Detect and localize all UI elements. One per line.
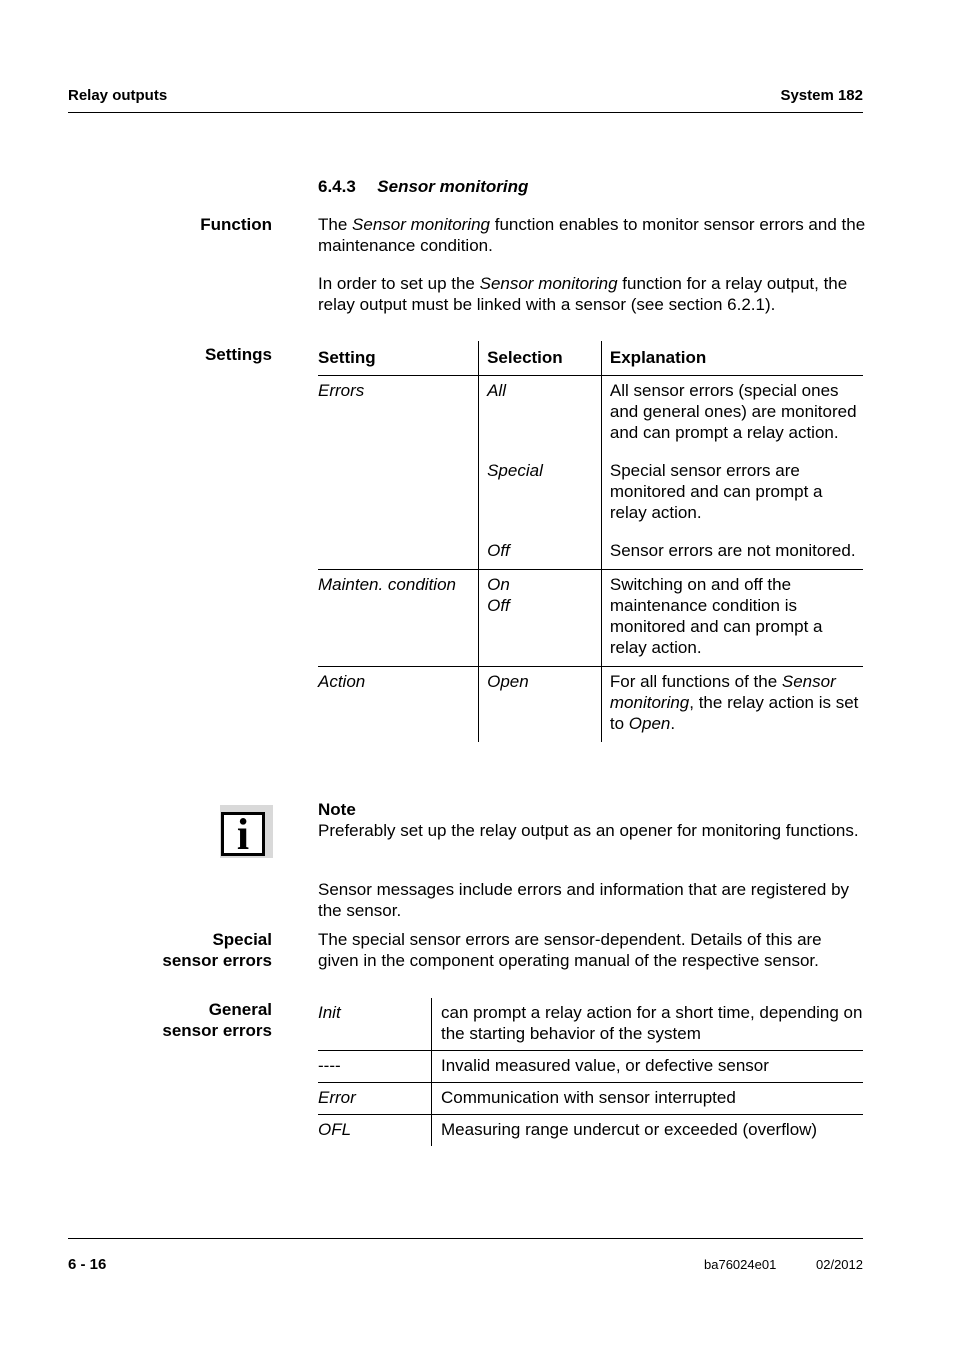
table-row: [318, 998, 863, 1051]
label-line: sensor errors: [162, 1021, 272, 1040]
table-row: [318, 1115, 863, 1147]
column-header-selection: Selection: [479, 341, 602, 375]
info-icon-letter: i: [236, 810, 250, 859]
note-text: Preferably set up the relay output as an opener for monitoring functions.: [318, 821, 859, 840]
error-description: can prompt a relay action for a short time, depending on the starting behavior of the system: [432, 998, 864, 1051]
label-line: General: [208, 1000, 272, 1019]
text-run: function for a relay output, the relay output must be linked with a sensor (see section 6.2.1).: [318, 274, 848, 314]
text-run: The: [318, 215, 353, 234]
error-code: Init: [318, 998, 432, 1051]
info-icon-frame: [221, 810, 265, 859]
error-description: Communication with sensor interrupted: [432, 1083, 864, 1115]
column-header-explanation: Explanation: [601, 341, 863, 375]
info-icon: [220, 805, 273, 858]
document-date: 02/2012: [816, 1257, 863, 1272]
text-run: In order to set up the: [318, 274, 480, 293]
function-paragraph-1: [318, 214, 866, 256]
column-header-setting: Setting: [318, 341, 479, 375]
text-run-italic: Sensor monitoring: [609, 671, 836, 712]
general-errors-label: [72, 999, 272, 1041]
table-row: [318, 1051, 863, 1083]
error-code: ----: [318, 1051, 432, 1083]
explanation-mainten: Switching on and off the maintenance condition is monitored and can prompt a relay action.: [601, 569, 863, 666]
section-heading: [318, 177, 528, 197]
special-errors-label: [72, 929, 272, 971]
table-row-mainten: [318, 569, 863, 666]
text-run: , the relay action is set to: [609, 692, 859, 733]
document-id: ba76024e01: [704, 1257, 777, 1272]
explanation-action: [601, 666, 863, 742]
settings-table: [318, 341, 863, 742]
label-line: Special: [212, 930, 272, 949]
footer-rule: [68, 1238, 863, 1239]
table-row-action: [318, 666, 863, 742]
selection-special: Special: [479, 456, 602, 536]
table-row-errors-all: [318, 375, 863, 456]
explanation-special: Special sensor errors are monitored and can prompt a relay action.: [601, 456, 863, 536]
section-title: Sensor monitoring: [377, 177, 529, 196]
text-run: function enables to monitor sensor errors and the maintenance condition.: [318, 215, 866, 255]
error-code: OFL: [318, 1120, 352, 1139]
settings-label: Settings: [204, 345, 272, 364]
text-run: For all functions of the: [609, 671, 782, 691]
header-rule: [68, 112, 863, 113]
label-line: sensor errors: [162, 951, 272, 970]
selection-open: Open: [479, 666, 602, 742]
text-run: .: [670, 713, 676, 733]
text-run-italic: Sensor monitoring: [479, 274, 618, 293]
error-description: Invalid measured value, or defective sensor: [432, 1051, 864, 1083]
general-errors-table: [318, 998, 863, 1146]
table-row: [318, 1083, 863, 1115]
selection-all: All: [479, 375, 602, 456]
error-description: Measuring range undercut or exceeded (overflow): [432, 1115, 864, 1147]
note-title: Note: [318, 800, 356, 819]
selection-off: Off: [487, 595, 510, 615]
setting-action: Action: [318, 671, 366, 691]
error-code: Error: [318, 1083, 432, 1115]
text-run-italic: Sensor monitoring: [352, 215, 490, 234]
setting-errors: Errors: [318, 375, 479, 569]
selection-on: On: [487, 574, 510, 594]
explanation-all: All sensor errors (special ones and general ones) are monitored and can prompt a relay action.: [601, 375, 863, 456]
note-text-2: Sensor messages include errors and information that are registered by the sensor.: [318, 880, 850, 920]
text-run-italic: Open: [628, 713, 671, 733]
selection-on-off: [479, 569, 602, 666]
table-header-row: [318, 341, 863, 375]
setting-mainten: Mainten. condition: [318, 569, 479, 666]
explanation-off: Sensor errors are not monitored.: [601, 536, 863, 570]
header-right: System 182: [780, 87, 863, 104]
page-number: 6 - 16: [68, 1256, 107, 1273]
section-number: 6.4.3: [318, 177, 356, 196]
function-label: Function: [200, 215, 272, 234]
function-paragraph-2: [318, 273, 866, 315]
header-left: Relay outputs: [68, 87, 168, 104]
special-errors-text: The special sensor errors are sensor-dependent. Details of this are given in the component operating manual of the respective sensor.: [318, 930, 822, 970]
selection-off: Off: [479, 536, 602, 570]
